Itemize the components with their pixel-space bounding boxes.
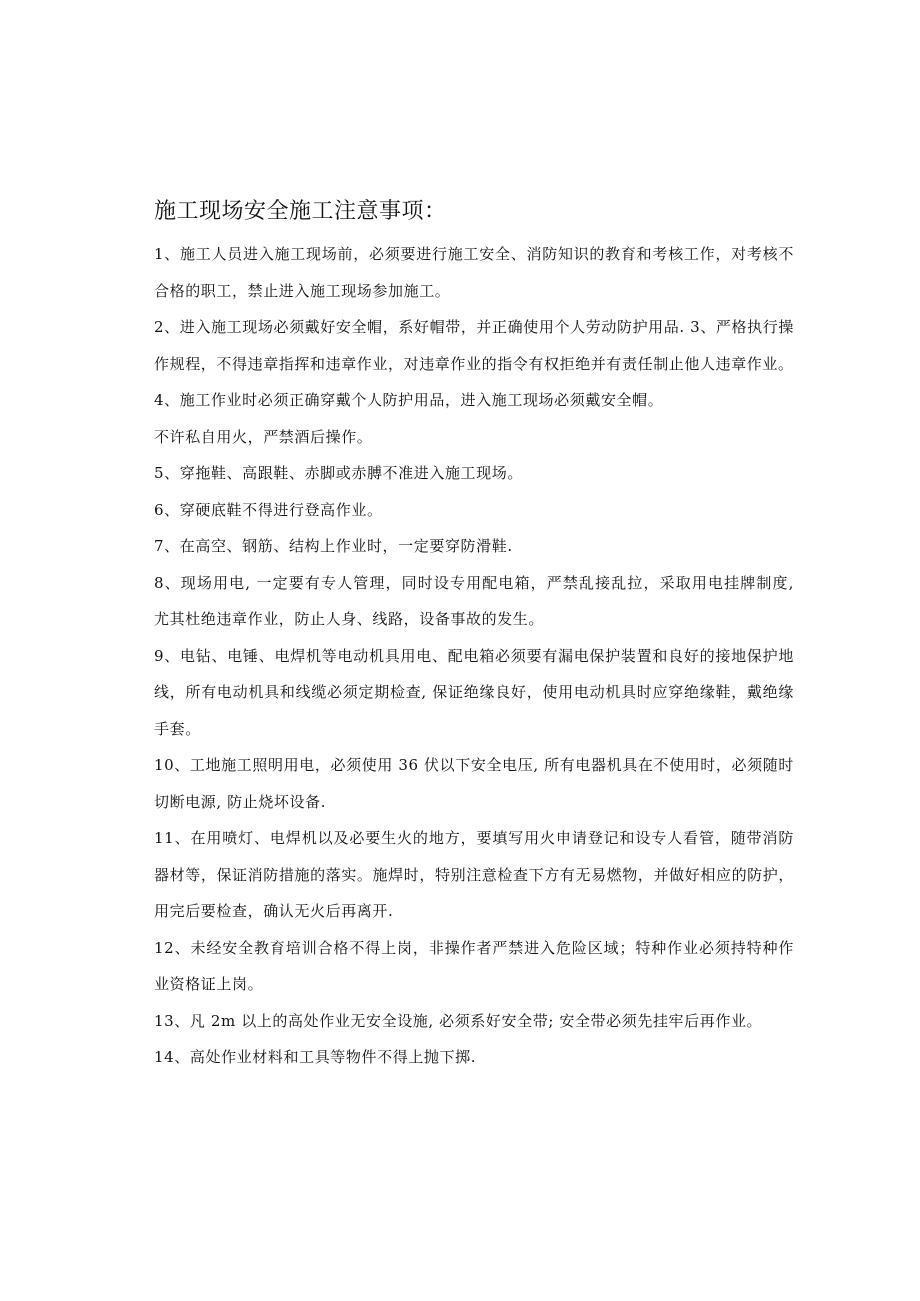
paragraph-10: 10、工地施工照明用电，必须使用 36 伏以下安全电压, 所有电器机具在不使用时，必须随时切断电源, 防止烧坏设备. xyxy=(154,756,794,811)
paragraph-11: 11、在用喷灯、电焊机以及必要生火的地方，要填写用火申请登记和设专人看管，随带消防器材等，保证消防措施的落实。施焊时，特别注意检查下方有无易燃物，并做好相应的防护，用完后要检查，确认无火后再离开. xyxy=(154,829,794,920)
paragraph-6: 6、穿硬底鞋不得进行登高作业。 xyxy=(154,500,383,519)
paragraph-1: 1、施工人员进入施工现场前，必须要进行施工安全、消防知识的教育和考核工作，对考核不合格的职工，禁止进入施工现场参加施工。 xyxy=(154,245,794,300)
paragraph-8: 8、现场用电, 一定要有专人管理，同时设专用配电箱，严禁乱接乱拉，采取用电挂牌制度, 尤其杜绝违章作业，防止人身、线路，设备事故的发生。 xyxy=(154,573,794,628)
paragraph-4-note: 不许私自用火，严禁酒后操作。 xyxy=(154,427,373,446)
paragraph-9: 9、电钻、电锤、电焊机等电动机具用电、配电箱必须要有漏电保护装置和良好的接地保护地线，所有电动机具和线缆必须定期检查, 保证绝缘良好，使用电动机具时应穿绝缘鞋，戴绝缘手套。 xyxy=(154,646,794,738)
paragraph-7: 7、在高空、钢筋、结构上作业时，一定要穿防滑鞋. xyxy=(154,537,513,555)
paragraph-14: 14、高处作业材料和工具等物件不得上抛下掷. xyxy=(154,1048,477,1066)
paragraph-12: 12、未经安全教育培训合格不得上岗，非操作者严禁进入危险区域；特种作业必须持特种作业资格证上岗。 xyxy=(154,938,794,993)
document-page xyxy=(154,192,794,1076)
paragraph-5: 5、穿拖鞋、高跟鞋、赤脚或赤膊不准进入施工现场。 xyxy=(154,464,523,482)
paragraph-2-3: 2、进入施工现场必须戴好安全帽，系好帽带，并正确使用个人劳动防护用品. 3、严格执行操作规程，不得违章指挥和违章作业，对违章作业的指令有权拒绝并有责任制止他人违章作业。 xyxy=(154,318,794,373)
document-title: 施工现场安全施工注意事项： xyxy=(154,199,447,224)
paragraph-13: 13、凡 2m 以上的高处作业无安全设施, 必须系好安全带; 安全带必须先挂牢后再作业。 xyxy=(154,1011,763,1030)
paragraph-4: 4、施工作业时必须正确穿戴个人防护用品，进入施工现场必须戴安全帽。 xyxy=(154,391,664,409)
